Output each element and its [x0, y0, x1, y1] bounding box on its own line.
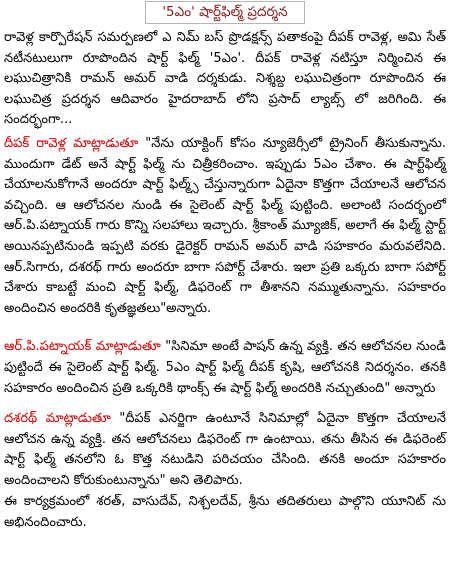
article-paragraph-closing: [4, 492, 446, 533]
article-title: '5ఎం' షార్ట్‌ఫిల్మ్ ప్రదర్శన: [145, 1, 304, 24]
article-paragraph-rp-patnaik-quote: [4, 337, 446, 399]
quote-text: "సినిమా అంటే పాషన్ ఉన్న వ్యక్తి. తన ఆలోచనల నుండి పుట్టిందే ఈ సైలెంట్ షార్ట్ ఫిల్మ్. 5ఎం షార్ట్ ఫిల్మ్ దీపక్ కృషి, ఆలోచనకి నిదర్శనం. తనకి సహకారం అందించిన ప్రతి ఒక్కరికి థాంక్స్ ఈ షార్ట్ ఫిల్మ్ అందరికి నచ్చుతుంది" అన్నారు: [4, 339, 446, 396]
quote-text: "దీపక్ ఎనర్జిగా ఉంటూనే సినిమాల్లో ఏదైనా కొత్తగా చేయాలనే ఆలోచన ఉన్న వ్యక్తి. తన ఆలోచనలు డిఫరెంట్ గా ఉంటాయి. తను తీసిన ఈ డిఫరెంట్ షార్ట్ ఫిల్మ్ తనలోని ఓ కొత్త నటుడిని పరిచయం చేసింది. తనకి అందూ సహకారం అందించాలని కోరుకుంటున్నాను" అని తెలిపారు.: [4, 411, 446, 488]
speaker-name: దీపక్ రావెళ్ల మాట్లాడుతూ: [4, 135, 139, 151]
paragraph-text: ఈ కార్యక్రమంలో శరత్, వాసుదేవ్, నిశ్చలదేవ్, శ్రీను తదితరులు పాల్గొని యూనిట్ ను అభినందించారు.: [4, 494, 446, 531]
article-title-bar: [4, 1, 446, 28]
speaker-name: దశరథ్ మాట్లాడుతూ: [4, 411, 111, 427]
article-paragraph-intro: [4, 28, 446, 131]
speaker-name: ఆర్.పి.పట్నాయక్ మాట్లాడుతూ: [4, 339, 161, 355]
paragraph-text: రావెళ్ల కార్పొరేషన్ సమర్పణలో ఎ నిమ్ బస్ ప్రొడక్షన్స్ పతాకంపై దీపక్ రావెళ్ల, అమి సేత్ నటీనటులుగా రూపొందిన షార్ట్ ఫిల్మ్ '5ఎం'. దీపక్ రావెళ్ల నటిస్తూ నిర్మించిన ఈ లఘుచిత్రానికి రామన్ అమర్ వాడి దర్శకుడు. నిశ్శబ్ద లఘుచిత్రంగా రూపొందిన ఈ లఘుచిత్ర ప్రదర్శన ఆదివారం హైదరాబాద్ లోని ప్రసాద్ ల్యాబ్స్ లో జరిగింది. ఈ సందర్భంగా...: [4, 30, 446, 128]
article-paragraph-deepak-quote: [4, 134, 446, 319]
quote-text: "నేను యాక్టింగ్ కోసం న్యూజెర్సీలో ట్రైనింగ్ తీసుకున్నాను. ముందుగా డేట్ అనే షార్ట్ ఫిల్మ్ ను చిత్రీకరించాం. ఇప్పుడు 5ఎం చేశాం. ఈ షార్ట్‌ఫిల్మ్ చేయాలనుకోగానే అందరూ షార్ట్ ఫిల్మ్స్ చేస్తున్నారుగా ఏదైనా కొత్తగా చేయాలనే ఆలోచన వచ్చింది. ఆ ఆలోచనల నుండి ఈ సైలెంట్ షార్ట్ ఫిల్మ్ పుట్టింది. అలాంటి సందర్భంలో ఆర్.పి.పట్నాయక్ గారు కొన్ని సలహాలు ఇచ్చారు. శ్రీకాంత్ మ్యూజిక్, అలాగే ఈ ఫిల్మ్ స్టార్ట్ అయినప్పటినుండి ఇప్పటి వరకు డైరెక్టర్ రామన్ అమర్ వాడి సహకారం మరువలేనిది. ఆర్.సిగారు, దశరథ్ గారు అందరూ బాగా సపోర్ట్ చేశారు. ఇలా ప్రతి ఒక్కరు బాగా సపోర్ట్ చేశారు కాబట్టే మంచి షార్ట్ ఫిల్మ్, డిఫరెంట్ గా తీశానని నమ్ముతున్నాను. సహకారం అందించిన అందరికి కృతజ్ఞతలు"అన్నారు.: [4, 135, 446, 316]
article-paragraph-dasarath-quote: [4, 409, 446, 491]
